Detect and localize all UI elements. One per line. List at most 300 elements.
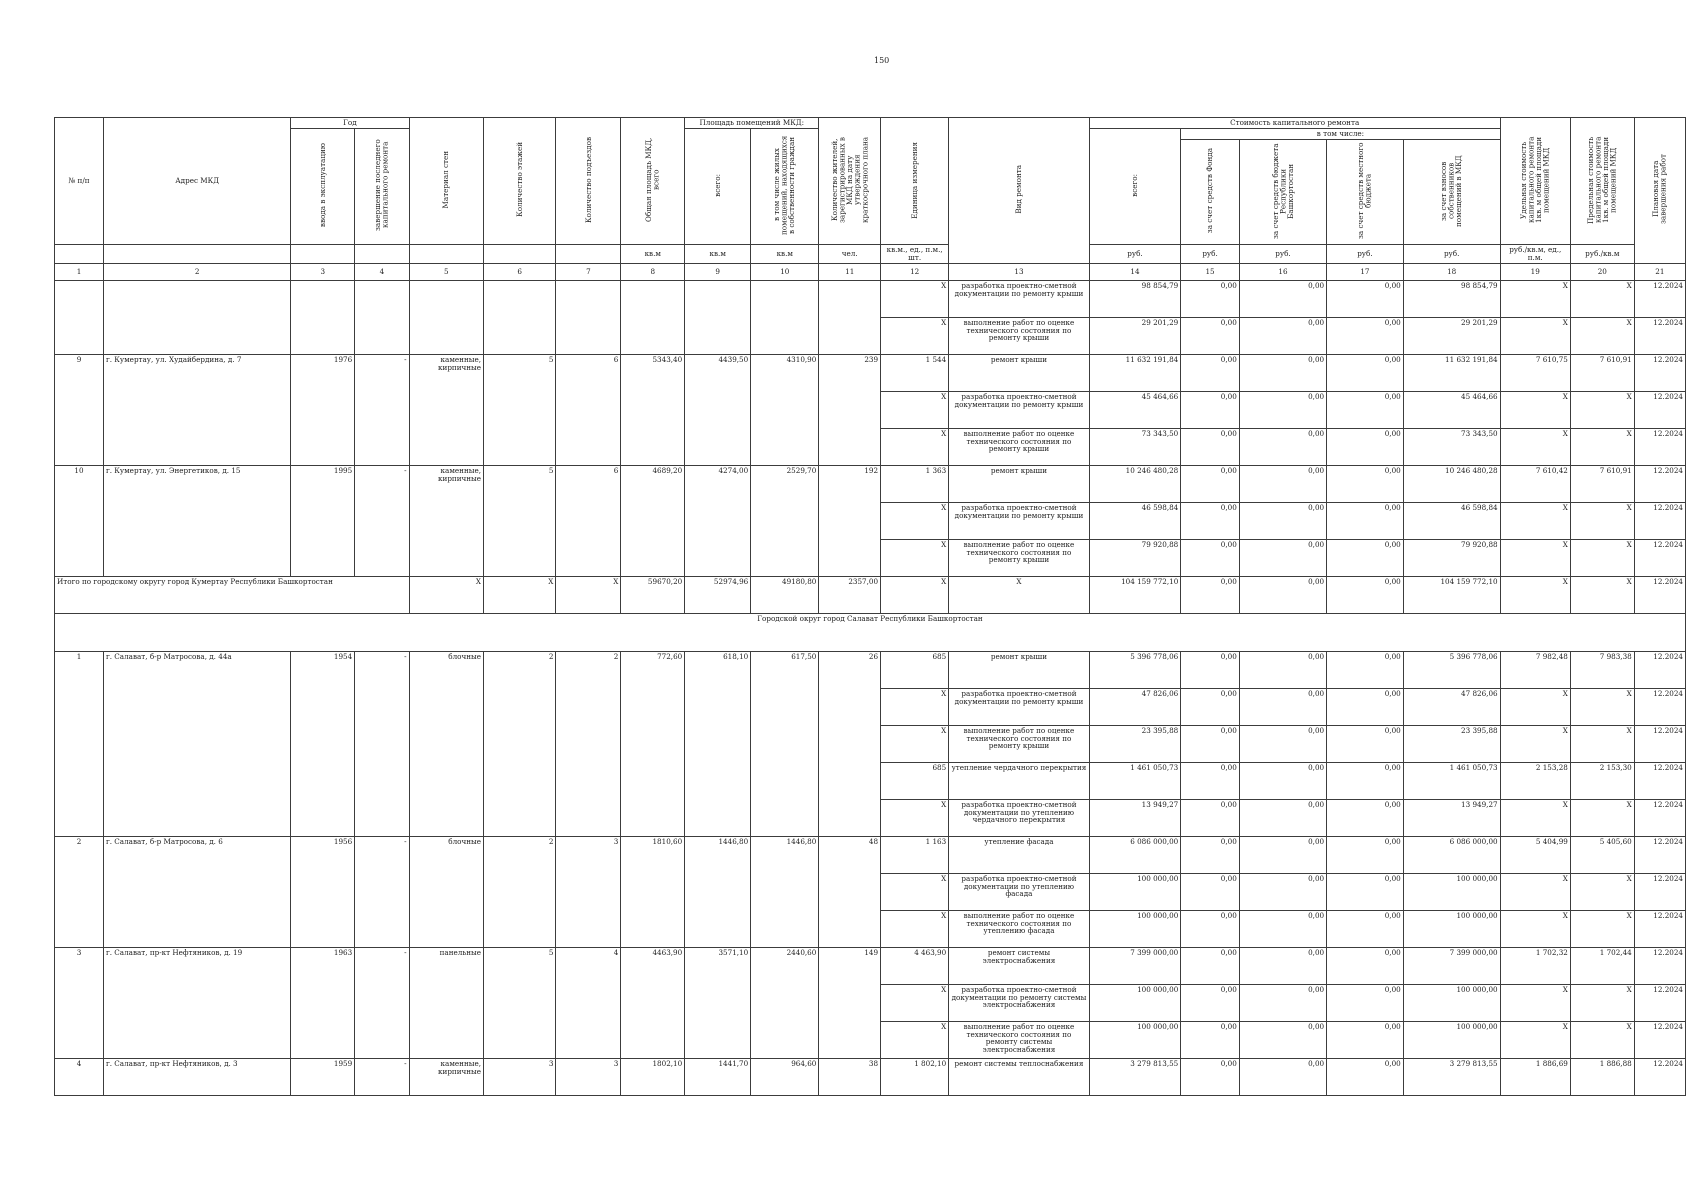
cell-work: разработка проектно-сметной документации по ремонту крыши — [949, 391, 1090, 428]
cell-owners: 13 949,27 — [1403, 799, 1500, 836]
hdr-year-in: ввода в эксплуатацию — [317, 143, 327, 228]
cell-date: 12.2024 — [1634, 1058, 1685, 1095]
cell-unit: 4 463,90 — [881, 947, 949, 984]
cell-owners: 1 461 050,73 — [1403, 762, 1500, 799]
cell-limit: X — [1570, 539, 1634, 576]
unit-15: руб. — [1181, 244, 1240, 263]
cell-unit: X — [881, 428, 949, 465]
cell-owners: 46 598,84 — [1403, 502, 1500, 539]
cell-date: 12.2024 — [1634, 873, 1685, 910]
hdr-work-type: Вид ремонта — [1014, 165, 1024, 214]
cell-rb: 0,00 — [1239, 317, 1326, 354]
cell-unit: 1 544 — [881, 354, 949, 391]
table-row — [55, 280, 1686, 317]
cell-address: г. Салават, пр-кт Нефтяников, д. 3 — [103, 1058, 290, 1095]
cell-material: каменные, кирпичные — [409, 465, 484, 576]
cell-limit: X — [1570, 576, 1634, 613]
cell-owners: 98 854,79 — [1403, 280, 1500, 317]
cell-owners: 79 920,88 — [1403, 539, 1500, 576]
cell-cost: 100 000,00 — [1089, 910, 1181, 947]
cell-area: 1446,80 — [685, 836, 751, 947]
cell-work: разработка проектно-сметной документации по ремонту крыши — [949, 688, 1090, 725]
cell-entrances: 3 — [556, 836, 621, 947]
cell-date: 12.2024 — [1634, 391, 1685, 428]
cell-num: 10 — [55, 465, 104, 576]
cell-people: 48 — [819, 836, 881, 947]
cell-address: г. Салават, б-р Матросова, д. 44а — [103, 651, 290, 836]
cell-people: 192 — [819, 465, 881, 576]
cell-rb: 0,00 — [1239, 762, 1326, 799]
cell-res-area: 2440,60 — [751, 947, 819, 1058]
cell-cost: 23 395,88 — [1089, 725, 1181, 762]
cell-year: 1956 — [291, 836, 355, 947]
cell-unit: X — [881, 688, 949, 725]
cell-rb: 0,00 — [1239, 910, 1326, 947]
cell-date: 12.2024 — [1634, 688, 1685, 725]
cell-limit: X — [1570, 280, 1634, 317]
cell-owners: 23 395,88 — [1403, 725, 1500, 762]
cell-unit: X — [881, 391, 949, 428]
cell-rb: 0,00 — [1239, 836, 1326, 873]
cell-num: 4 — [55, 1058, 104, 1095]
cell-spec: X — [1500, 502, 1570, 539]
cell-limit: X — [1570, 502, 1634, 539]
cell-date: 12.2024 — [1634, 1021, 1685, 1058]
cell-year: 1976 — [291, 354, 355, 465]
cell-spec: 7 610,42 — [1500, 465, 1570, 502]
cell-unit: X — [881, 1021, 949, 1058]
cell-limit: 2 153,30 — [1570, 762, 1634, 799]
cell-limit: X — [1570, 1021, 1634, 1058]
hdr-area-res: в том числе жилых помещений, находящихся в собственности граждан — [772, 135, 797, 236]
cell-fund: 0,00 — [1181, 688, 1240, 725]
cell-entrances: X — [556, 576, 621, 613]
cell-local: 0,00 — [1327, 799, 1404, 836]
cell-floors: 3 — [484, 1058, 556, 1095]
cell-entrances: 4 — [556, 947, 621, 1058]
hdr-cost-group: Стоимость капитального ремонта — [1089, 118, 1500, 129]
cell-unit: X — [881, 576, 949, 613]
unit-20: руб./кв.м — [1570, 244, 1634, 263]
cell-last-repair: - — [355, 836, 409, 947]
cell-floors: 2 — [484, 836, 556, 947]
hdr-specific-cost: Удельная стоимость капитального ремонта 1кв. м общей площади помещений МКД — [1519, 136, 1551, 224]
cell-local: 0,00 — [1327, 576, 1404, 613]
cell-last-repair: - — [355, 465, 409, 576]
cell-owners: 29 201,29 — [1403, 317, 1500, 354]
cell-limit: 7 610,91 — [1570, 354, 1634, 391]
cell-area: 618,10 — [685, 651, 751, 836]
unit-10: кв.м — [751, 244, 819, 263]
cell-material: каменные, кирпичные — [409, 1058, 484, 1095]
cell-owners: 47 826,06 — [1403, 688, 1500, 725]
cell-fund: 0,00 — [1181, 502, 1240, 539]
hdr-total-area: Общая площадь МКД, всего — [644, 137, 661, 223]
cell-people: 149 — [819, 947, 881, 1058]
cell-limit: 1 702,44 — [1570, 947, 1634, 984]
cell-cost: 5 396 778,06 — [1089, 651, 1181, 688]
cell-work: выполнение работ по оценке технического состояния по ремонту крыши — [949, 539, 1090, 576]
cell-limit: 5 405,60 — [1570, 836, 1634, 873]
section-title: Городской округ город Салават Республики Башкортостан — [55, 613, 1686, 651]
colnum-2: 2 — [103, 263, 290, 280]
colnum-16: 16 — [1239, 263, 1326, 280]
cell-work: ремонт крыши — [949, 465, 1090, 502]
cell-floors: 5 — [484, 947, 556, 1058]
cell-fund: 0,00 — [1181, 947, 1240, 984]
cell-people: 26 — [819, 651, 881, 836]
cell-work: ремонт крыши — [949, 651, 1090, 688]
cell-fund: 0,00 — [1181, 725, 1240, 762]
cell-rb: 0,00 — [1239, 799, 1326, 836]
cell-fund: 0,00 — [1181, 984, 1240, 1021]
cell-fund: 0,00 — [1181, 539, 1240, 576]
cell-owners: 45 464,66 — [1403, 391, 1500, 428]
cell-rb: 0,00 — [1239, 539, 1326, 576]
cell-local: 0,00 — [1327, 836, 1404, 873]
cell-local: 0,00 — [1327, 762, 1404, 799]
cell-owners: 73 343,50 — [1403, 428, 1500, 465]
cell-fund: 0,00 — [1181, 1058, 1240, 1095]
cell-spec: X — [1500, 391, 1570, 428]
colnum-13: 13 — [949, 263, 1090, 280]
cell-local: 0,00 — [1327, 947, 1404, 984]
cell-spec: X — [1500, 799, 1570, 836]
cell-address: г. Кумертау, ул. Худайбердина, д. 7 — [103, 354, 290, 465]
colnum-12: 12 — [881, 263, 949, 280]
cell-local: 0,00 — [1327, 428, 1404, 465]
cell-fund: 0,00 — [1181, 1021, 1240, 1058]
cell-limit: X — [1570, 873, 1634, 910]
cell-work: ремонт системы теплоснабжения — [949, 1058, 1090, 1095]
cell-spec: 2 153,28 — [1500, 762, 1570, 799]
cell-people: 38 — [819, 1058, 881, 1095]
cell-fund: 0,00 — [1181, 836, 1240, 873]
cell-local: 0,00 — [1327, 502, 1404, 539]
cell-cost: 13 949,27 — [1089, 799, 1181, 836]
cell-floors: 5 — [484, 465, 556, 576]
cell-work: X — [949, 576, 1090, 613]
colnum-1: 1 — [55, 263, 104, 280]
cell-floors: 5 — [484, 354, 556, 465]
cell-date: 12.2024 — [1634, 651, 1685, 688]
cell-people: 239 — [819, 354, 881, 465]
unit-8: кв.м — [621, 244, 685, 263]
cell-res-area: 1446,80 — [751, 836, 819, 947]
cell-local: 0,00 — [1327, 1058, 1404, 1095]
cell-cost: 1 461 050,73 — [1089, 762, 1181, 799]
cell-cost: 47 826,06 — [1089, 688, 1181, 725]
cell-work: утепление чердачного перекрытия — [949, 762, 1090, 799]
cell-cost: 10 246 480,28 — [1089, 465, 1181, 502]
unit-11: чел. — [819, 244, 881, 263]
cell-area: 1441,70 — [685, 1058, 751, 1095]
unit-14: руб. — [1089, 244, 1181, 263]
unit-18: руб. — [1403, 244, 1500, 263]
cell-date: 12.2024 — [1634, 799, 1685, 836]
cell-total-area: 4689,20 — [621, 465, 685, 576]
cell-owners: 104 159 772,10 — [1403, 576, 1500, 613]
cell-cost: 46 598,84 — [1089, 502, 1181, 539]
cell-cost: 11 632 191,84 — [1089, 354, 1181, 391]
hdr-entrances: Количество подъездов — [583, 136, 593, 223]
total-row — [55, 576, 1686, 613]
cell-work: разработка проектно-сметной документации по ремонту крыши — [949, 502, 1090, 539]
cell-res-area: 964,60 — [751, 1058, 819, 1095]
cell-area: 52974,96 — [685, 576, 751, 613]
cell-last-repair: - — [355, 651, 409, 836]
cell-unit: X — [881, 280, 949, 317]
cell-limit: X — [1570, 984, 1634, 1021]
hdr-people: Количество жителей, зарегистрированных в МКД на дату утверждения краткосрочного плана — [829, 136, 870, 223]
cell-cost: 100 000,00 — [1089, 1021, 1181, 1058]
hdr-owners: за счет взносов собственников помещений в МКД — [1439, 155, 1464, 227]
cell-total-area: 772,60 — [621, 651, 685, 836]
cell-rb: 0,00 — [1239, 391, 1326, 428]
cell-work: выполнение работ по оценке технического состояния по ремонту крыши — [949, 725, 1090, 762]
unit-19: руб./кв.м, ед., п.м. — [1500, 244, 1570, 263]
cell-last-repair: - — [355, 1058, 409, 1095]
cell-fund: 0,00 — [1181, 762, 1240, 799]
cell-limit: X — [1570, 688, 1634, 725]
cell-date: 12.2024 — [1634, 539, 1685, 576]
cell-entrances: 3 — [556, 1058, 621, 1095]
cell-rb: 0,00 — [1239, 280, 1326, 317]
cell-limit: X — [1570, 428, 1634, 465]
cell-floors: 2 — [484, 651, 556, 836]
cell-rb: 0,00 — [1239, 1058, 1326, 1095]
cell-owners: 100 000,00 — [1403, 910, 1500, 947]
unit-16: руб. — [1239, 244, 1326, 263]
cell-year: 1954 — [291, 651, 355, 836]
cell-fund: 0,00 — [1181, 576, 1240, 613]
unit-12: кв.м., ед., п.м., шт. — [881, 244, 949, 263]
cell-owners: 7 399 000,00 — [1403, 947, 1500, 984]
colnum-4: 4 — [355, 263, 409, 280]
unit-17: руб. — [1327, 244, 1404, 263]
cell-rb: 0,00 — [1239, 576, 1326, 613]
hdr-area-group: Площадь помещений МКД: — [685, 118, 819, 129]
cell-rb: 0,00 — [1239, 354, 1326, 391]
colnum-3: 3 — [291, 263, 355, 280]
cell-work: разработка проектно-сметной документации по утеплению чердачного перекрытия — [949, 799, 1090, 836]
cell-rb: 0,00 — [1239, 873, 1326, 910]
cell-cost: 3 279 813,55 — [1089, 1058, 1181, 1095]
cell-area: 4439,50 — [685, 354, 751, 465]
hdr-local: за счет средств местного бюджета — [1356, 142, 1373, 240]
colnum-19: 19 — [1500, 263, 1570, 280]
cell-date: 12.2024 — [1634, 984, 1685, 1021]
cell-date: 12.2024 — [1634, 428, 1685, 465]
cell-entrances: 6 — [556, 465, 621, 576]
cell-date: 12.2024 — [1634, 317, 1685, 354]
hdr-wall: Материал стен — [441, 151, 451, 209]
cell-material: каменные, кирпичные — [409, 354, 484, 465]
cell-area: 4274,00 — [685, 465, 751, 576]
colnum-20: 20 — [1570, 263, 1634, 280]
cell-owners: 6 086 000,00 — [1403, 836, 1500, 873]
cell-unit: X — [881, 317, 949, 354]
cell-owners: 100 000,00 — [1403, 1021, 1500, 1058]
cell-fund: 0,00 — [1181, 354, 1240, 391]
cell-year: 1959 — [291, 1058, 355, 1095]
cell-unit: X — [881, 539, 949, 576]
cell-cost: 7 399 000,00 — [1089, 947, 1181, 984]
colnum-8: 8 — [621, 263, 685, 280]
cell-limit: 1 886,88 — [1570, 1058, 1634, 1095]
cell-date: 12.2024 — [1634, 762, 1685, 799]
cell-work: ремонт системы электроснабжения — [949, 947, 1090, 984]
colnum-18: 18 — [1403, 263, 1500, 280]
cell-fund: 0,00 — [1181, 280, 1240, 317]
cell-unit: 685 — [881, 762, 949, 799]
cell-date: 12.2024 — [1634, 502, 1685, 539]
repair-plan-table — [54, 117, 1686, 1096]
cell-spec: X — [1500, 688, 1570, 725]
cell-unit: X — [881, 725, 949, 762]
table-row — [55, 465, 1686, 502]
cell-rb: 0,00 — [1239, 725, 1326, 762]
cell-address: г. Салават, пр-кт Нефтяников, д. 19 — [103, 947, 290, 1058]
cell-local: 0,00 — [1327, 354, 1404, 391]
page-number: 150 — [874, 56, 890, 65]
cell-cost: 100 000,00 — [1089, 873, 1181, 910]
cell-cost: 73 343,50 — [1089, 428, 1181, 465]
cell-local: 0,00 — [1327, 317, 1404, 354]
cell-cost: 100 000,00 — [1089, 984, 1181, 1021]
cell-material: блочные — [409, 651, 484, 836]
colnum-14: 14 — [1089, 263, 1181, 280]
cell-total-area: 4463,90 — [621, 947, 685, 1058]
colnum-21: 21 — [1634, 263, 1685, 280]
cell-address: г. Салават, б-р Матросова, д. 6 — [103, 836, 290, 947]
cell-spec: X — [1500, 1021, 1570, 1058]
cell-address: г. Кумертау, ул. Энергетиков, д. 15 — [103, 465, 290, 576]
cell-rb: 0,00 — [1239, 502, 1326, 539]
cell-owners: 100 000,00 — [1403, 873, 1500, 910]
table-row — [55, 651, 1686, 688]
cell-date: 12.2024 — [1634, 576, 1685, 613]
cell-fund: 0,00 — [1181, 799, 1240, 836]
cell-num: 2 — [55, 836, 104, 947]
cell-date: 12.2024 — [1634, 947, 1685, 984]
hdr-area-all: всего: — [712, 173, 722, 197]
cell-people: 2357,00 — [819, 576, 881, 613]
cell-spec: X — [1500, 539, 1570, 576]
cell-res-area: 4310,90 — [751, 354, 819, 465]
cell-limit: 7 983,38 — [1570, 651, 1634, 688]
cell-fund: 0,00 — [1181, 873, 1240, 910]
table-row — [55, 836, 1686, 873]
hdr-fund: за счет средств Фонда — [1205, 148, 1215, 234]
hdr-date: Плановая дата завершения работ — [1651, 154, 1668, 225]
cell-unit: 1 802,10 — [881, 1058, 949, 1095]
cell-spec: 7 982,48 — [1500, 651, 1570, 688]
colnum-5: 5 — [409, 263, 484, 280]
cell-unit: X — [881, 910, 949, 947]
cell-owners: 5 396 778,06 — [1403, 651, 1500, 688]
cell-rb: 0,00 — [1239, 984, 1326, 1021]
cell-local: 0,00 — [1327, 280, 1404, 317]
cell-rb: 0,00 — [1239, 428, 1326, 465]
cell-rb: 0,00 — [1239, 1021, 1326, 1058]
cell-unit: 1 163 — [881, 836, 949, 873]
cell-last-repair: - — [355, 947, 409, 1058]
cell-spec: X — [1500, 984, 1570, 1021]
cell-res-area: 2529,70 — [751, 465, 819, 576]
hdr-floors: Количество этажей — [514, 142, 524, 218]
cell-local: 0,00 — [1327, 873, 1404, 910]
cell-local: 0,00 — [1327, 539, 1404, 576]
colnum-17: 17 — [1327, 263, 1404, 280]
cell-fund: 0,00 — [1181, 391, 1240, 428]
colnum-7: 7 — [556, 263, 621, 280]
cell-rb: 0,00 — [1239, 688, 1326, 725]
cell-fund: 0,00 — [1181, 465, 1240, 502]
cell-date: 12.2024 — [1634, 836, 1685, 873]
cell-unit: X — [881, 502, 949, 539]
cell-cost: 98 854,79 — [1089, 280, 1181, 317]
cell-work: выполнение работ по оценке технического состояния по ремонту системы электроснабжения — [949, 1021, 1090, 1058]
cell-local: 0,00 — [1327, 651, 1404, 688]
cell-limit: X — [1570, 725, 1634, 762]
cell-local: 0,00 — [1327, 391, 1404, 428]
cell-fund: 0,00 — [1181, 428, 1240, 465]
cell-rb: 0,00 — [1239, 651, 1326, 688]
cell-total-area: 59670,20 — [621, 576, 685, 613]
cell-total-area: 1802,10 — [621, 1058, 685, 1095]
table-row — [55, 947, 1686, 984]
cell-limit: X — [1570, 391, 1634, 428]
cell-local: 0,00 — [1327, 910, 1404, 947]
cell-rb: 0,00 — [1239, 465, 1326, 502]
cell-entrances: 6 — [556, 354, 621, 465]
cell-work: разработка проектно-сметной документации по ремонту крыши — [949, 280, 1090, 317]
cell-cost: 6 086 000,00 — [1089, 836, 1181, 873]
table-row — [55, 354, 1686, 391]
cell-spec: X — [1500, 725, 1570, 762]
cell-spec: X — [1500, 910, 1570, 947]
cell-work: выполнение работ по оценке технического состояния по ремонту крыши — [949, 317, 1090, 354]
cell-date: 12.2024 — [1634, 465, 1685, 502]
cell-limit: X — [1570, 910, 1634, 947]
cell-total-area: 5343,40 — [621, 354, 685, 465]
cell-work: утепление фасада — [949, 836, 1090, 873]
table-row — [55, 1058, 1686, 1095]
cell-fund: 0,00 — [1181, 651, 1240, 688]
cell-limit: X — [1570, 317, 1634, 354]
cell-res-area: 617,50 — [751, 651, 819, 836]
cell-limit: X — [1570, 799, 1634, 836]
cell-material: блочные — [409, 836, 484, 947]
cell-num: 1 — [55, 651, 104, 836]
cell-spec: X — [1500, 576, 1570, 613]
cell-unit: 1 363 — [881, 465, 949, 502]
cell-unit: X — [881, 873, 949, 910]
cell-cost: 29 201,29 — [1089, 317, 1181, 354]
cell-spec: 1 702,32 — [1500, 947, 1570, 984]
total-label: Итого по городскому округу город Кумертау Республики Башкортостан — [55, 576, 410, 613]
cell-cost: 45 464,66 — [1089, 391, 1181, 428]
hdr-incl: в том числе: — [1181, 128, 1500, 139]
cell-unit: X — [881, 984, 949, 1021]
cell-rb: 0,00 — [1239, 947, 1326, 984]
cell-local: 0,00 — [1327, 1021, 1404, 1058]
cell-num: 9 — [55, 354, 104, 465]
cell-local: 0,00 — [1327, 725, 1404, 762]
cell-res-area: 49180,80 — [751, 576, 819, 613]
hdr-rb: за счет средств бюджета Республики Башкортостан — [1270, 143, 1295, 239]
